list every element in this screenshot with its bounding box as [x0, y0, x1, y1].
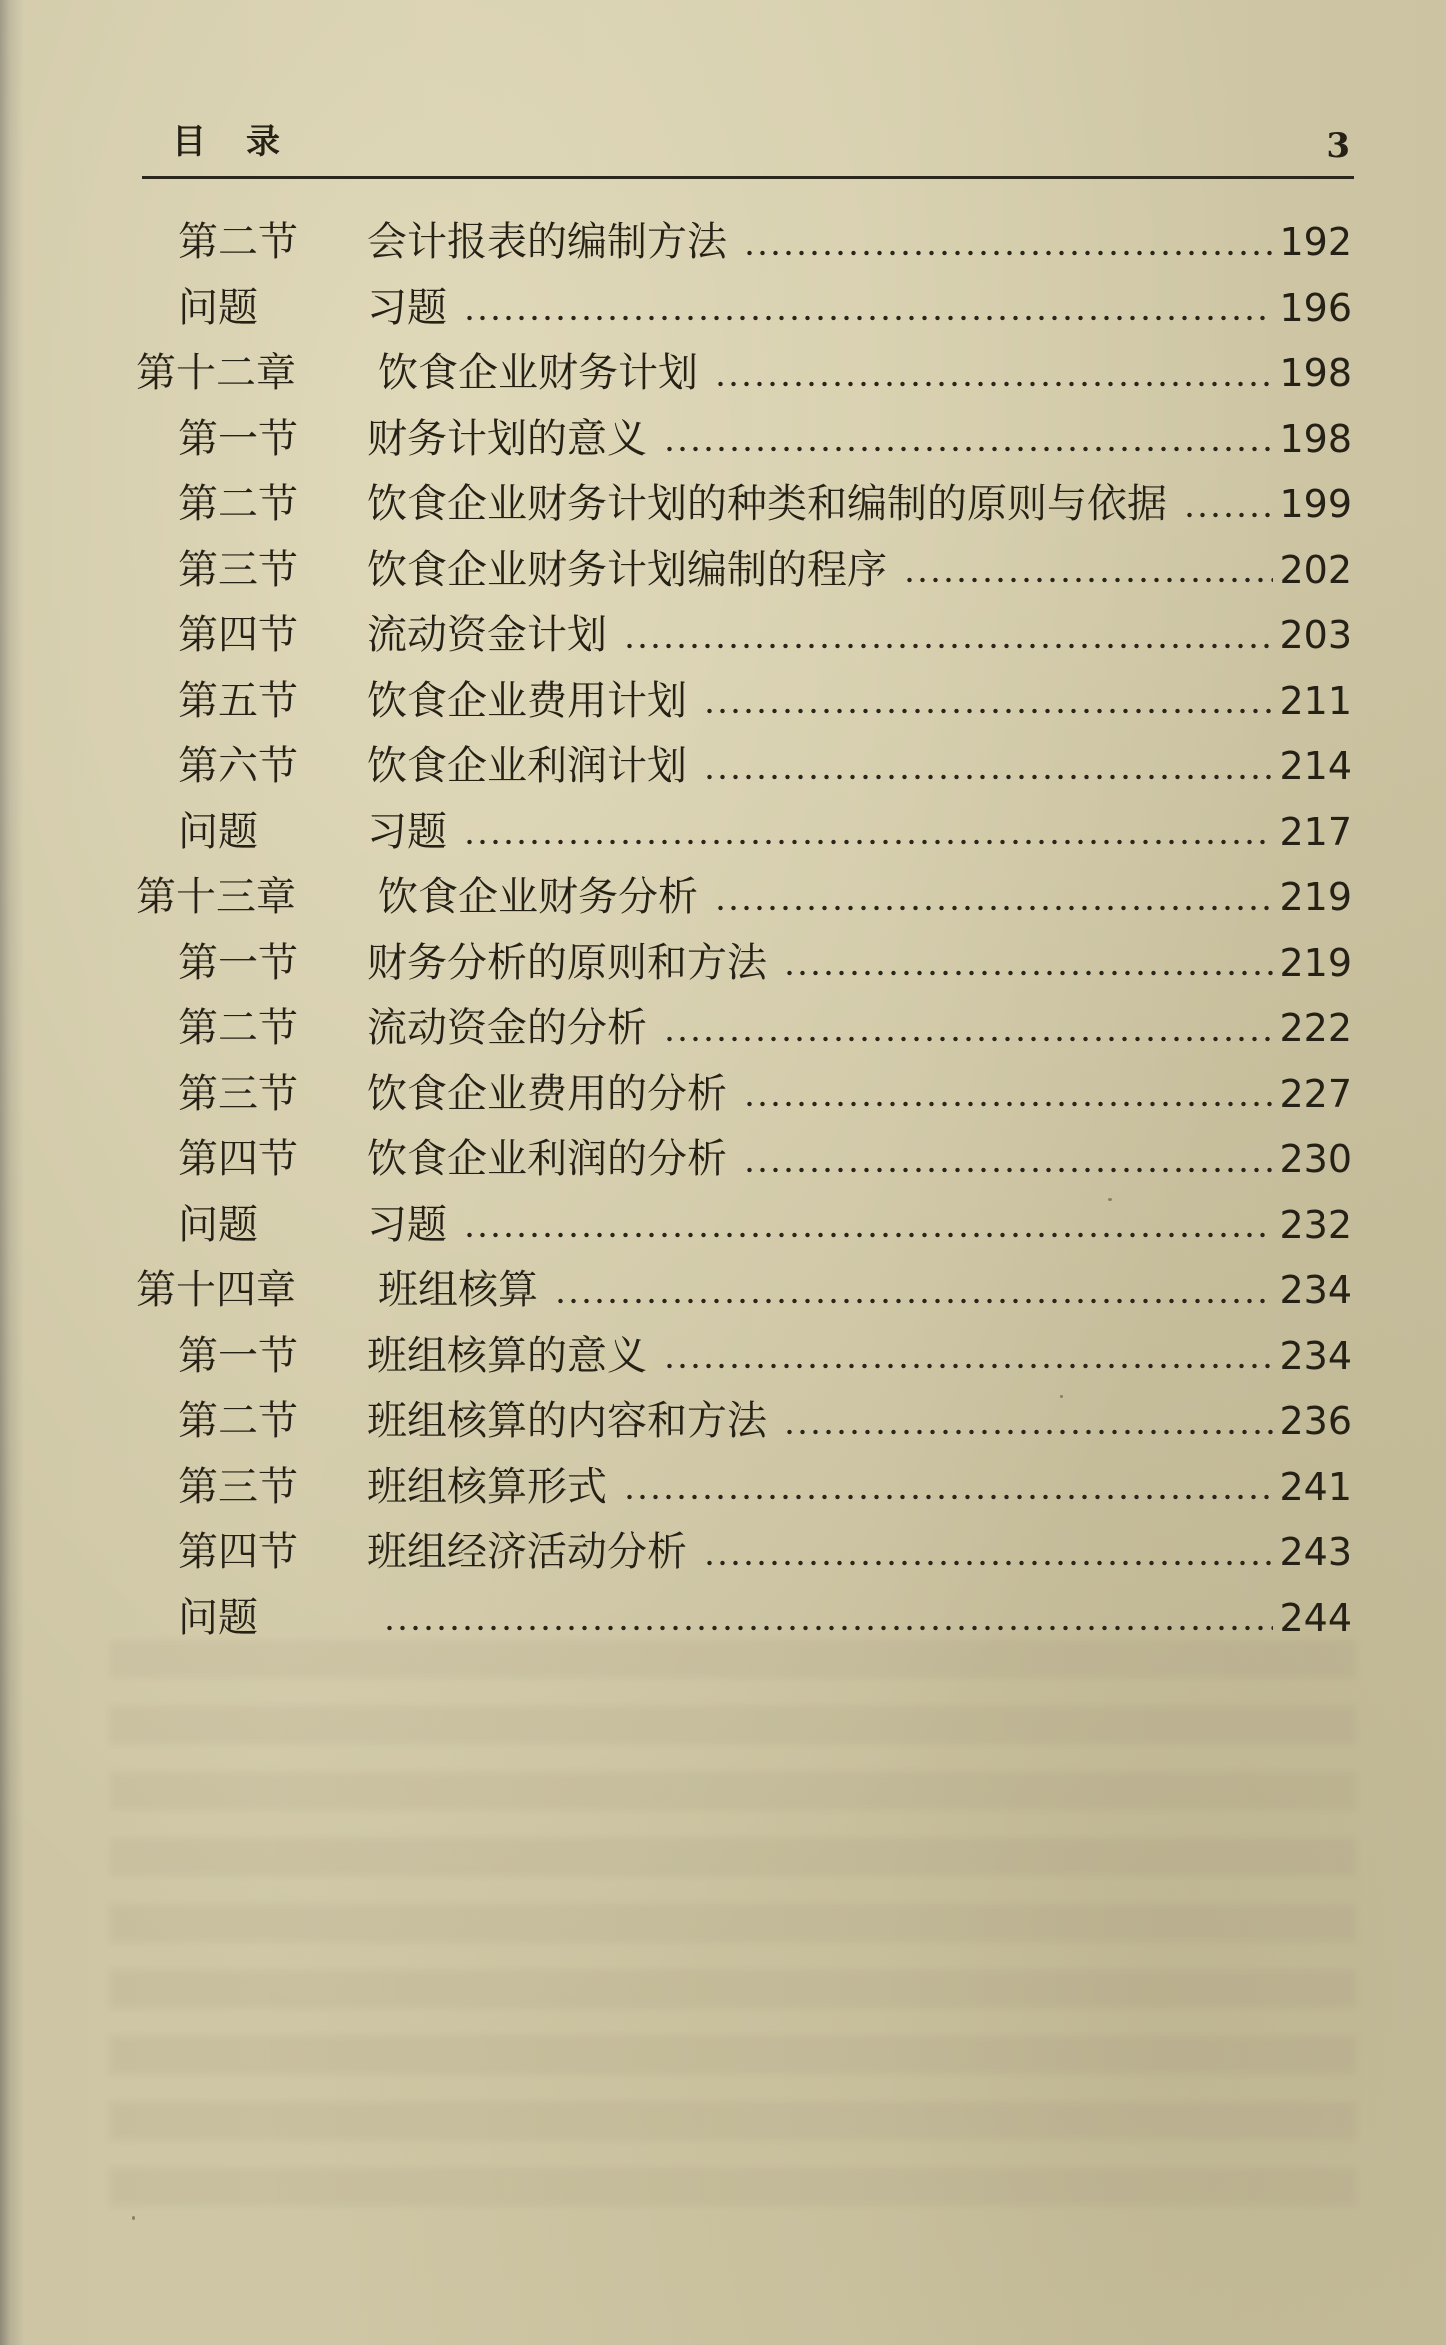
entry-page-number: 217	[1279, 809, 1352, 854]
entry-label: 第三节	[178, 1070, 298, 1117]
toc-section-entry	[130, 1062, 1352, 1128]
toc-section-entry	[130, 996, 1352, 1062]
entry-label: 第二节	[178, 219, 298, 265]
entry-page-number: 198	[1279, 351, 1352, 395]
dot-leader	[703, 706, 1273, 716]
dot-leader	[703, 1558, 1273, 1568]
paper-speck	[132, 2216, 135, 2220]
entry-label: 第三节	[178, 1463, 298, 1510]
entry-title: 流动资金的分析	[367, 1005, 647, 1051]
dot-leader	[903, 575, 1273, 585]
dot-leader	[663, 444, 1273, 454]
dot-leader	[623, 1492, 1273, 1502]
toc-section-entry	[130, 603, 1352, 669]
dot-leader	[1183, 510, 1273, 520]
entry-title: 饮食企业利润的分析	[367, 1136, 727, 1182]
toc-chapter-entry	[130, 341, 1352, 407]
entry-label: 第一节	[178, 939, 298, 986]
entry-page-number: 203	[1279, 613, 1352, 657]
entry-page-number: 198	[1279, 416, 1352, 461]
toc-section-entry	[130, 407, 1352, 473]
show-through-texture	[110, 1640, 1356, 2225]
paper-speck	[1108, 1198, 1112, 1201]
entry-title: 财务计划的意义	[367, 415, 647, 462]
toc-chapter-entry	[130, 1258, 1352, 1324]
dot-leader	[743, 1099, 1273, 1109]
entry-page-number: 196	[1279, 285, 1352, 330]
entry-label: 问题	[178, 1594, 258, 1641]
entry-title: 班组经济活动分析	[367, 1529, 687, 1575]
toc-section-entry	[130, 1127, 1352, 1193]
toc-section-entry	[130, 210, 1352, 276]
entry-title: 习题	[367, 1201, 447, 1248]
entry-page-number: 214	[1279, 744, 1352, 788]
entry-page-number: 236	[1279, 1399, 1352, 1443]
entry-title: 饮食企业利润计划	[367, 743, 687, 789]
entry-page-number: 244	[1279, 1595, 1352, 1640]
dot-leader	[743, 1165, 1273, 1175]
dot-leader	[623, 641, 1273, 651]
entry-label: 第五节	[178, 677, 298, 724]
entry-page-number: 192	[1279, 220, 1352, 264]
entry-label: 第一节	[178, 415, 298, 462]
dot-leader	[714, 379, 1273, 389]
entry-title: 习题	[367, 808, 447, 855]
dot-leader	[554, 1296, 1273, 1306]
entry-page-number: 211	[1279, 678, 1352, 723]
entry-page-number: 222	[1279, 1006, 1352, 1050]
toc-section-entry	[130, 800, 1352, 866]
entry-page-number: 199	[1279, 482, 1352, 526]
entry-title: 班组核算的内容和方法	[367, 1398, 767, 1444]
dot-leader	[663, 1361, 1273, 1371]
header-title: 目录	[172, 122, 320, 162]
entry-label: 第十二章	[136, 350, 296, 396]
entry-title: 饮食企业财务计划编制的程序	[367, 546, 887, 593]
entry-title: 饮食企业财务计划	[378, 350, 698, 396]
entry-page-number: 234	[1279, 1333, 1352, 1378]
entry-title: 习题	[367, 284, 447, 331]
toc-section-entry	[130, 1193, 1352, 1259]
toc-section-entry	[130, 734, 1352, 800]
entry-label: 第一节	[178, 1332, 298, 1379]
entry-title: 饮食企业财务计划的种类和编制的原则与依据	[367, 481, 1167, 527]
toc-section-entry	[130, 669, 1352, 735]
toc-section-entry	[130, 1586, 1352, 1652]
toc-section-entry	[130, 276, 1352, 342]
dot-leader	[783, 1427, 1273, 1437]
entry-label: 第六节	[178, 743, 298, 789]
toc-section-entry	[130, 1389, 1352, 1455]
dot-leader	[714, 903, 1273, 913]
entry-label: 第四节	[178, 1136, 298, 1182]
entry-page-number: 232	[1279, 1202, 1352, 1247]
entry-label: 第四节	[178, 612, 298, 658]
entry-page-number: 241	[1279, 1464, 1352, 1509]
entry-label: 第二节	[178, 481, 298, 527]
entry-label: 第二节	[178, 1005, 298, 1051]
header-page-number: 3	[1326, 126, 1350, 166]
entry-label: 问题	[178, 1201, 258, 1248]
toc-chapter-entry	[130, 865, 1352, 931]
page-header	[142, 118, 1360, 178]
entry-title: 饮食企业费用的分析	[367, 1070, 727, 1117]
toc-section-entry	[130, 1520, 1352, 1586]
toc-section-entry	[130, 1455, 1352, 1521]
entry-page-number: 227	[1279, 1071, 1352, 1116]
entry-label: 第四节	[178, 1529, 298, 1575]
toc-section-entry	[130, 931, 1352, 997]
entry-page-number: 234	[1279, 1268, 1352, 1312]
dot-leader	[703, 772, 1273, 782]
entry-page-number: 219	[1279, 875, 1352, 919]
dot-leader	[383, 1623, 1273, 1633]
toc-section-entry	[130, 538, 1352, 604]
entry-label: 第二节	[178, 1398, 298, 1444]
entry-title: 班组核算形式	[367, 1463, 607, 1510]
entry-title: 会计报表的编制方法	[367, 219, 727, 265]
entry-label: 第十三章	[136, 874, 296, 920]
entry-title: 流动资金计划	[367, 612, 607, 658]
dot-leader	[663, 1034, 1273, 1044]
dot-leader	[463, 837, 1273, 847]
header-rule	[142, 176, 1354, 179]
entry-page-number: 219	[1279, 940, 1352, 985]
entry-page-number: 243	[1279, 1530, 1352, 1574]
entry-label: 第十四章	[136, 1267, 296, 1313]
entry-title: 饮食企业费用计划	[367, 677, 687, 724]
paper-speck	[1060, 1395, 1063, 1398]
toc-section-entry	[130, 1324, 1352, 1390]
entry-title: 班组核算	[378, 1267, 538, 1313]
entry-title: 财务分析的原则和方法	[367, 939, 767, 986]
entry-title: 班组核算的意义	[367, 1332, 647, 1379]
dot-leader	[463, 313, 1273, 323]
entry-label: 第三节	[178, 546, 298, 593]
table-of-contents	[130, 210, 1352, 1651]
toc-section-entry	[130, 472, 1352, 538]
entry-page-number: 202	[1279, 547, 1352, 592]
entry-page-number: 230	[1279, 1137, 1352, 1181]
dot-leader	[743, 248, 1273, 258]
entry-title: 饮食企业财务分析	[378, 874, 698, 920]
dot-leader	[783, 968, 1273, 978]
dot-leader	[463, 1230, 1273, 1240]
entry-label: 问题	[178, 284, 258, 331]
entry-label: 问题	[178, 808, 258, 855]
